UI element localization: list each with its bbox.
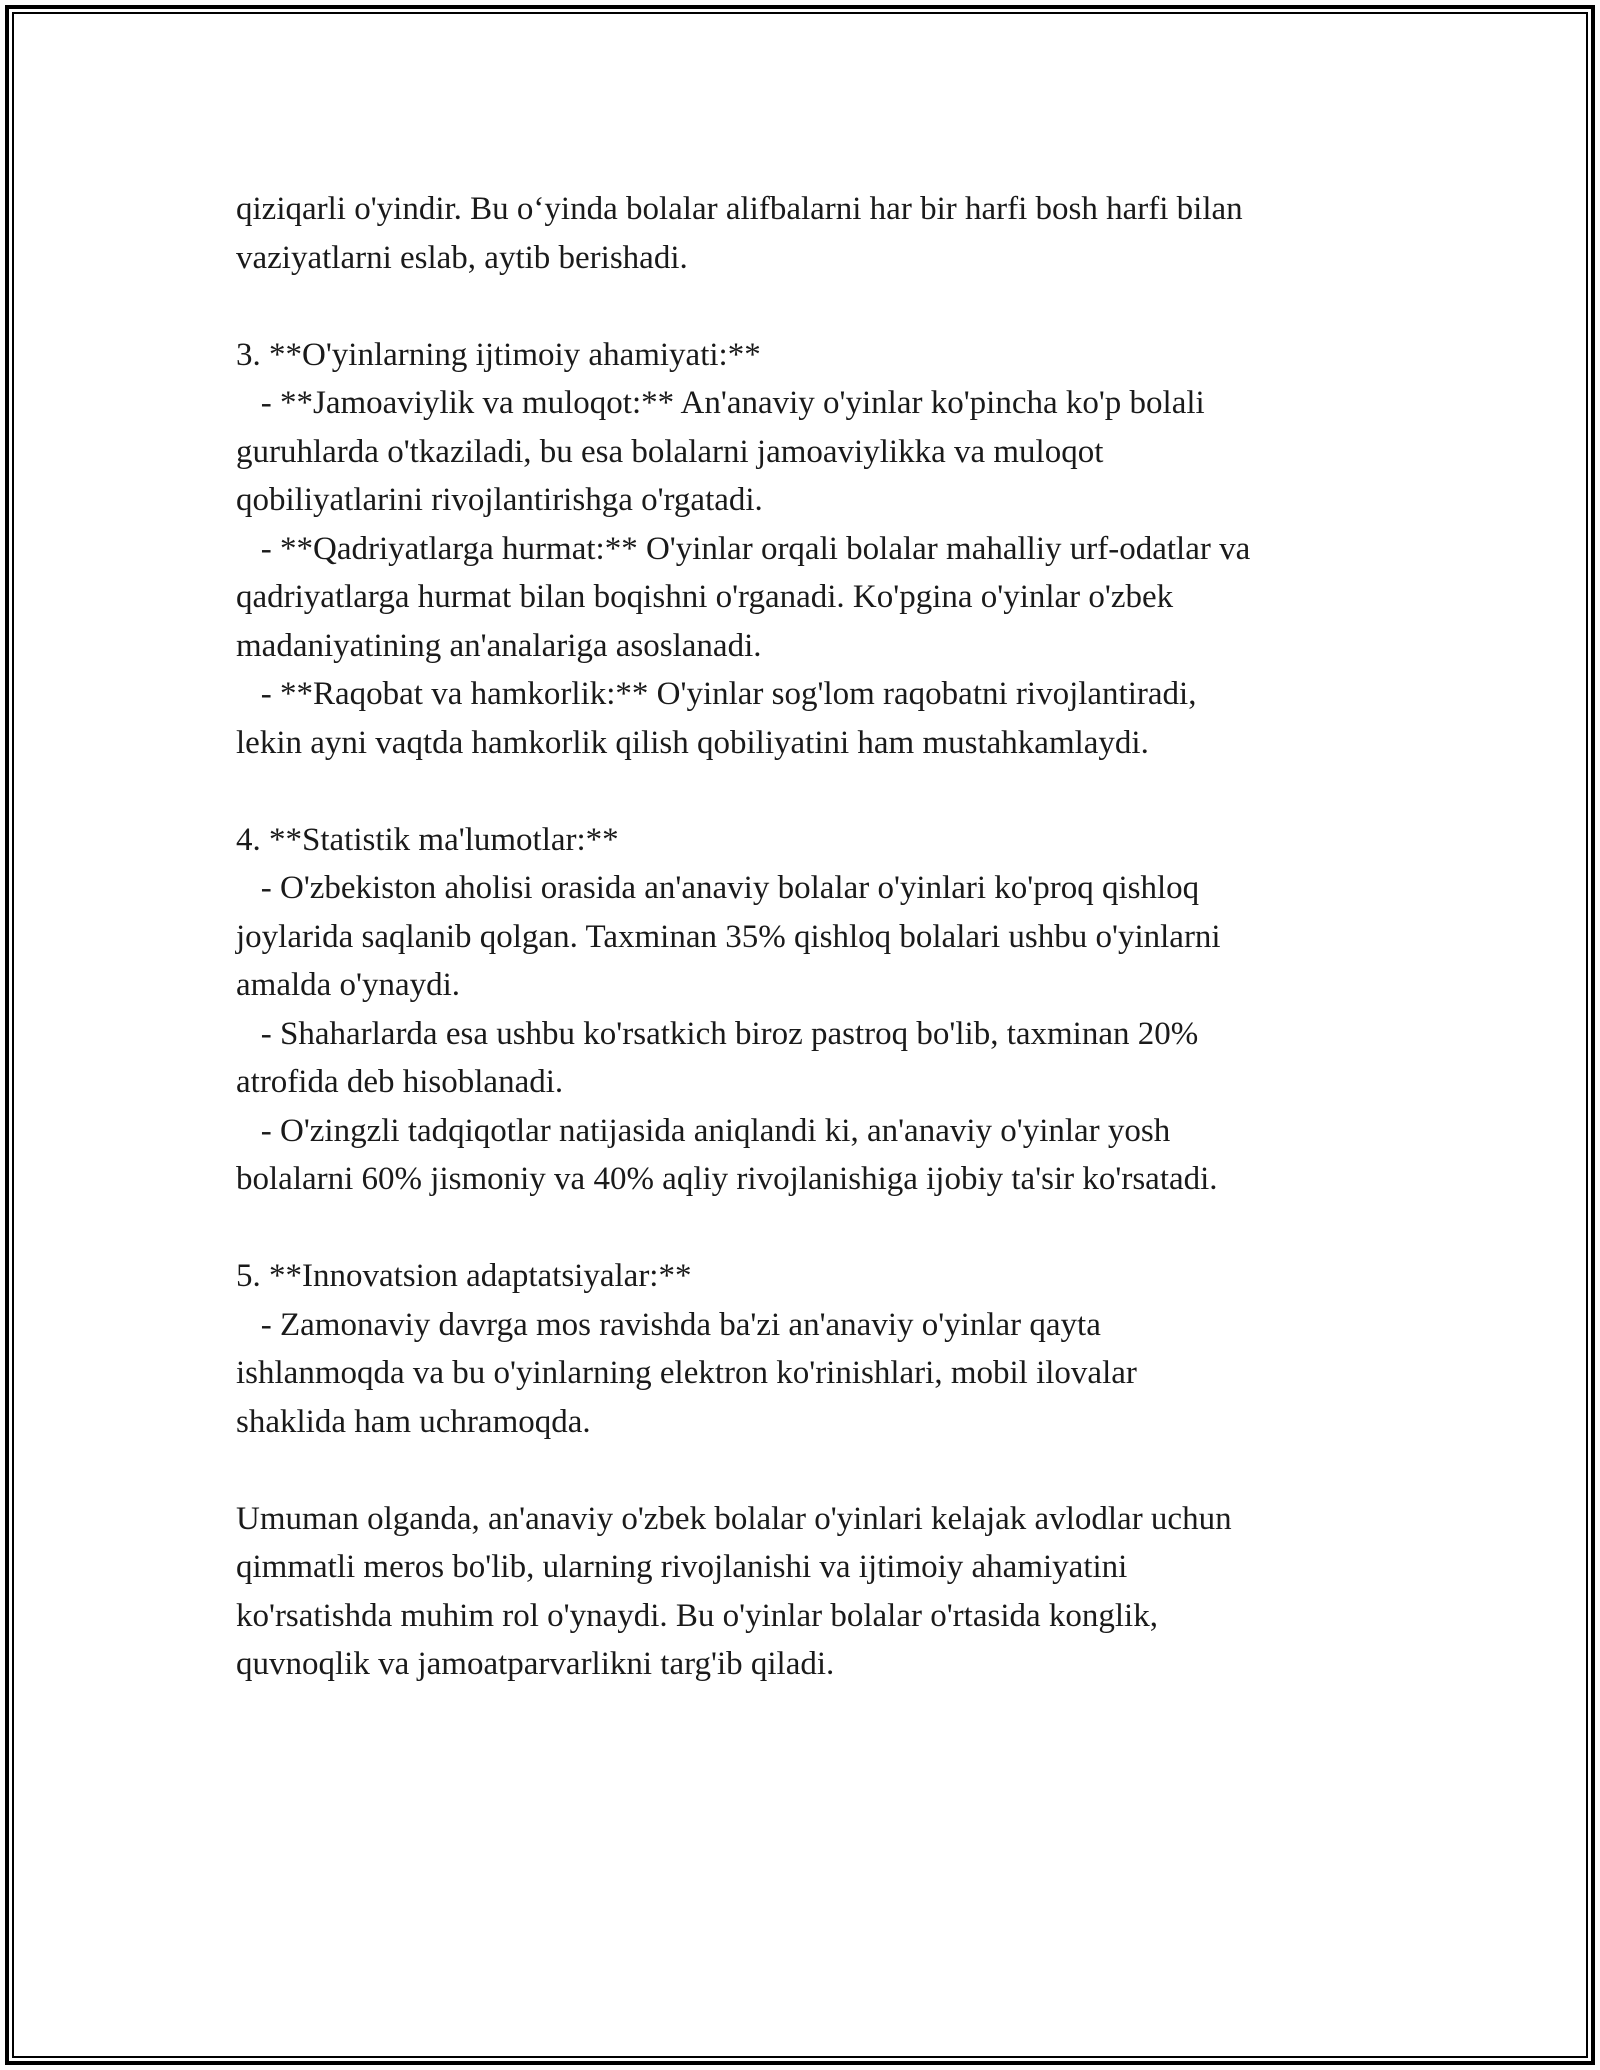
document-body (236, 185, 1396, 1689)
text-line: - **Qadriyatlarga hurmat:** O'yinlar orqali bolalar mahalliy urf-odatlar va (236, 530, 1251, 567)
paragraph-spacer (236, 282, 1396, 331)
text-line: Umuman olganda, an'anaviy o'zbek bolalar o'yinlari kelajak avlodlar uchun (236, 1500, 1232, 1537)
text-line: - Shaharlarda esa ushbu ko'rsatkich biroz pastroq bo'lib, taxminan 20% (236, 1015, 1199, 1052)
text-line: - **Jamoaviylik va muloqot:** An'anaviy o'yinlar ko'pincha ko'p bolali (236, 385, 1205, 421)
text-line: - O'zbekiston aholisi orasida an'anaviy bolalar o'yinlari ko'proq qishloq (236, 870, 1200, 906)
text-line: - **Raqobat va hamkorlik:** O'yinlar sog'lom raqobatni rivojlantiradi, (236, 676, 1197, 712)
text-line: vaziyatlarni eslab, aytib berishadi. (236, 239, 688, 276)
paragraph-section-5 (236, 1252, 1396, 1446)
paragraph-spacer (236, 1446, 1396, 1495)
text-line: atrofida deb hisoblanadi. (236, 1064, 564, 1100)
text-line: qadriyatlarga hurmat bilan boqishni o'rganadi. Ko'pgina o'yinlar o'zbek (236, 579, 1174, 615)
paragraph-spacer (236, 1204, 1396, 1253)
text-line: joylarida saqlanib qolgan. Taxminan 35% qishloq bolalari ushbu o'yinlarni (236, 918, 1221, 955)
text-line: qimmatli meros bo'lib, ularning rivojlanishi va ijtimoiy ahamiyatini (236, 1549, 1128, 1585)
paragraph-section-4 (236, 816, 1396, 1204)
text-line: ishlanmoqda va bu o'yinlarning elektron ko'rinishlari, mobil ilovalar (236, 1355, 1137, 1391)
text-line: qobiliyatlarini rivojlantirishga o'rgatadi. (236, 482, 763, 518)
section-heading: 5. **Innovatsion adaptatsiyalar:** (236, 1258, 692, 1294)
paragraph-spacer (236, 767, 1396, 816)
text-line: - O'zingzli tadqiqotlar natijasida aniqlandi ki, an'anaviy o'yinlar yosh (236, 1112, 1171, 1149)
text-line: lekin ayni vaqtda hamkorlik qilish qobiliyatini ham mustahkamlaydi. (236, 724, 1149, 761)
text-line: madaniyatining an'analariga asoslanadi. (236, 627, 762, 664)
text-line: quvnoqlik va jamoatparvarlikni targ'ib qiladi. (236, 1646, 835, 1682)
text-line: - Zamonaviy davrga mos ravishda ba'zi an'anaviy o'yinlar qayta (236, 1306, 1101, 1343)
text-line: guruhlarda o'tkaziladi, bu esa bolalarni jamoaviylikka va muloqot (236, 433, 1104, 470)
text-line: amalda o'ynaydi. (236, 967, 461, 1003)
paragraph-section-3 (236, 331, 1396, 768)
section-heading: 3. **O'yinlarning ijtimoiy ahamiyati:** (236, 336, 761, 373)
text-line: shaklida ham uchramoqda. (236, 1403, 591, 1440)
text-line: bolalarni 60% jismoniy va 40% aqliy rivojlanishiga ijobiy ta'sir ko'rsatadi. (236, 1161, 1218, 1197)
paragraph-intro-continuation (236, 185, 1396, 282)
paragraph-conclusion (236, 1495, 1396, 1689)
text-line: qiziqarli o'yindir. Bu o‘yinda bolalar alifbalarni har bir harfi bosh harfi bilan (236, 191, 1243, 227)
text-line: ko'rsatishda muhim rol o'ynaydi. Bu o'yinlar bolalar o'rtasida konglik, (236, 1597, 1158, 1634)
section-heading: 4. **Statistik ma'lumotlar:** (236, 821, 619, 858)
